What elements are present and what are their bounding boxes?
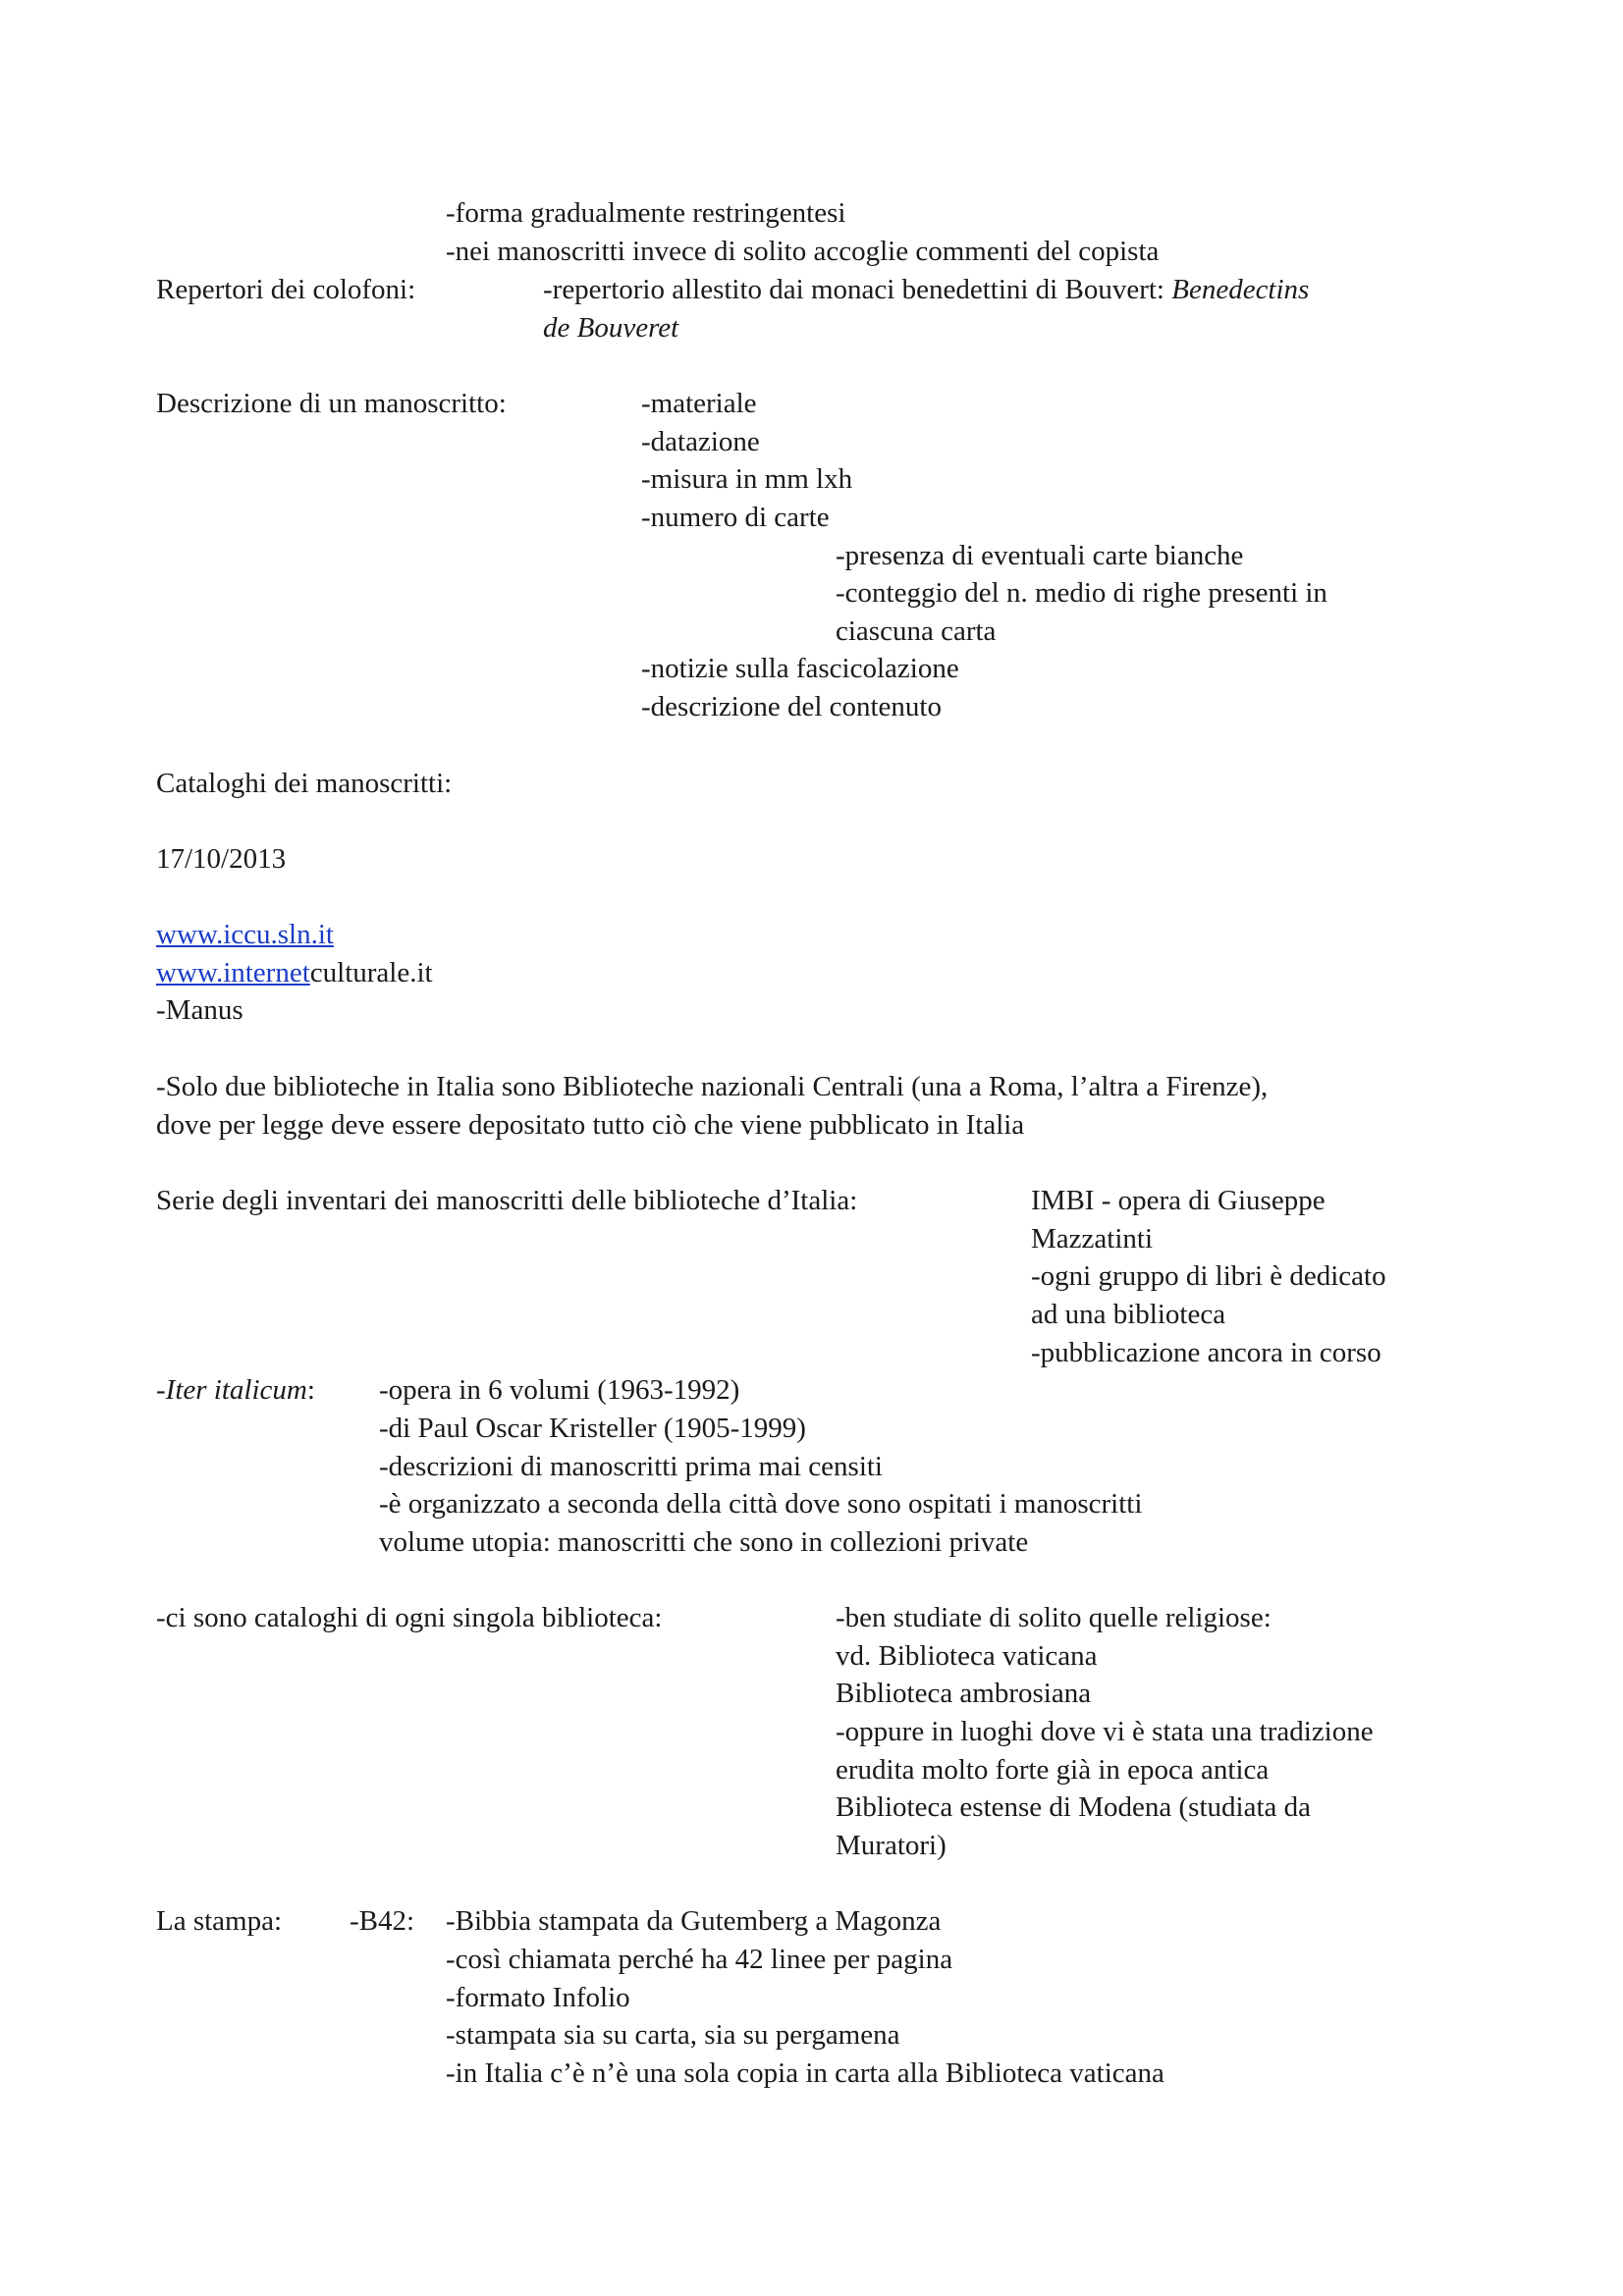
singola-item: Muratori) xyxy=(836,1830,947,1861)
descrizione-item: -numero di carte xyxy=(641,502,830,533)
singola-item: Biblioteca estense di Modena (studiata da xyxy=(836,1791,1311,1823)
singola-item: erudita molto forte già in epoca antica xyxy=(836,1754,1270,1786)
repertori-label: Repertori dei colofoni: xyxy=(156,274,416,305)
descrizione-item: -notizie sulla fascicolazione xyxy=(641,653,959,684)
descrizione-subitem: -presenza di eventuali carte bianche xyxy=(836,540,1244,571)
iter-label: -Iter italicum: xyxy=(156,1374,315,1406)
link-internetculturale[interactable]: www.internet xyxy=(156,957,310,988)
link-iccu-line xyxy=(156,921,334,949)
serie-item: Mazzatinti xyxy=(1031,1223,1154,1255)
repertori-title: Benedectins xyxy=(1171,274,1310,305)
stampa-item: -Bibbia stampata da Gutemberg a Magonza xyxy=(446,1905,942,1937)
serie-item: IMBI - opera di Giuseppe xyxy=(1031,1185,1325,1216)
descrizione-label: Descrizione di un manoscritto: xyxy=(156,388,507,419)
manus: -Manus xyxy=(156,994,243,1026)
singola-item: -ben studiate di solito quelle religiose: xyxy=(836,1602,1271,1633)
singola-item: vd. Biblioteca vaticana xyxy=(836,1640,1098,1672)
stampa-sublabel: -B42: xyxy=(350,1905,415,1937)
descrizione-item: -misura in mm lxh xyxy=(641,463,853,495)
descrizione-item: -descrizione del contenuto xyxy=(641,691,942,722)
stampa-item: -stampata sia su carta, sia su pergamena xyxy=(446,2019,900,2051)
cataloghi-label: Cataloghi dei manoscritti: xyxy=(156,768,453,799)
singola-item: Biblioteca ambrosiana xyxy=(836,1678,1092,1709)
iter-item: -è organizzato a seconda della città dove sono ospitati i manoscritti xyxy=(379,1488,1143,1520)
iter-item: -descrizioni di manoscritti prima mai censiti xyxy=(379,1451,883,1482)
stampa-item: -formato Infolio xyxy=(446,1982,630,2013)
descrizione-subitem: ciascuna carta xyxy=(836,615,997,647)
stampa-label: La stampa: xyxy=(156,1905,283,1937)
date: 17/10/2013 xyxy=(156,843,287,875)
link-iccu[interactable]: www.iccu.sln.it xyxy=(156,919,334,950)
serie-item: ad una biblioteca xyxy=(1031,1299,1226,1330)
repertori-text: -repertorio allestito dai monaci benedettini di Bouvert: Benedectins xyxy=(543,274,1310,305)
iter-item: -opera in 6 volumi (1963-1992) xyxy=(379,1374,740,1406)
link-internetculturale-line: www.internetculturale.it xyxy=(156,957,433,988)
colofone-item: -nei manoscritti invece di solito accoglie commenti del copista xyxy=(446,236,1160,267)
stampa-item: -in Italia c’è n’è una sola copia in carta alla Biblioteca vaticana xyxy=(446,2057,1164,2089)
serie-item: -pubblicazione ancora in corso xyxy=(1031,1337,1381,1368)
iter-item: -di Paul Oscar Kristeller (1905-1999) xyxy=(379,1413,806,1444)
descrizione-subitem: -conteggio del n. medio di righe presenti in xyxy=(836,577,1327,609)
stampa-item: -così chiamata perché ha 42 linee per pagina xyxy=(446,1944,953,1975)
repertori-title-cont: de Bouveret xyxy=(543,312,679,344)
descrizione-item: -datazione xyxy=(641,426,760,457)
iter-item: volume utopia: manoscritti che sono in collezioni private xyxy=(379,1526,1029,1558)
descrizione-item: -materiale xyxy=(641,388,757,419)
biblioteche-line: -Solo due biblioteche in Italia sono Biblioteche nazionali Centrali (una a Roma, l’altra a Firenze), xyxy=(156,1071,1269,1102)
colofone-item: -forma gradualmente restringentesi xyxy=(446,197,846,229)
singola-label: -ci sono cataloghi di ogni singola biblioteca: xyxy=(156,1602,663,1633)
serie-item: -ogni gruppo di libri è dedicato xyxy=(1031,1260,1386,1292)
biblioteche-line: dove per legge deve essere depositato tutto ciò che viene pubblicato in Italia xyxy=(156,1109,1025,1141)
serie-label: Serie degli inventari dei manoscritti delle biblioteche d’Italia: xyxy=(156,1185,858,1216)
singola-item: -oppure in luoghi dove vi è stata una tradizione xyxy=(836,1716,1374,1747)
